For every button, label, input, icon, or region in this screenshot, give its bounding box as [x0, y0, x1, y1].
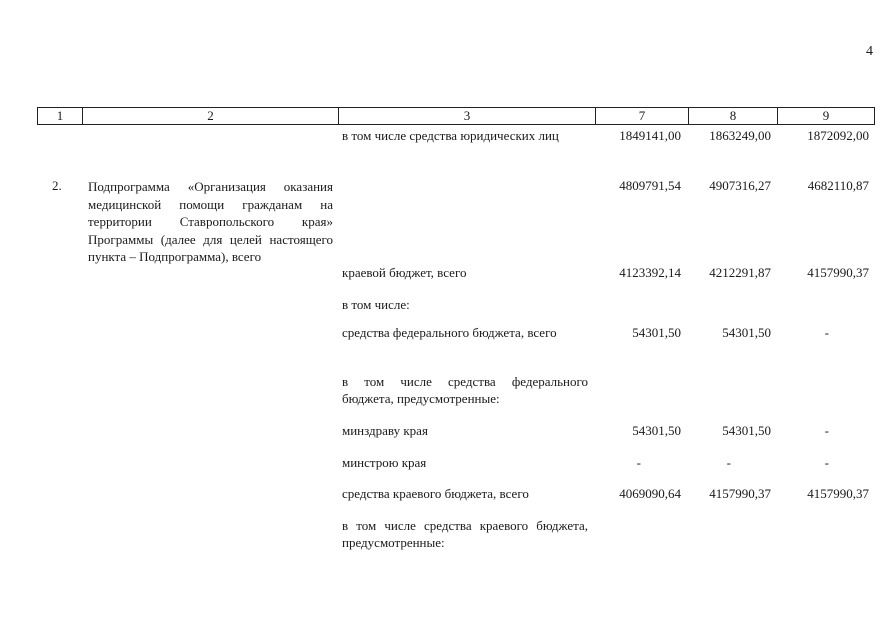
header-col-9: 9 — [822, 108, 830, 123]
regional-funds-col9: 4157990,37 — [807, 486, 869, 501]
header-col-1: 1 — [38, 108, 83, 124]
row-desc-minzdrav: минздраву края — [342, 423, 428, 438]
header-col-7: 7 — [596, 108, 689, 124]
minstroy-col9: - — [824, 455, 829, 470]
row-desc-minstroy: минстрою края — [342, 455, 427, 470]
row-value-col8: 1863249,00 — [709, 128, 771, 143]
subprogram-total-col8: 4907316,27 — [709, 178, 771, 193]
row-desc-regional-budget: краевой бюджет, всего — [342, 265, 467, 280]
regional-budget-col8: 4212291,87 — [709, 265, 771, 280]
subprogram-total-col9: 4682110,87 — [807, 178, 869, 193]
row-index: 2. — [52, 178, 62, 193]
header-col-3: 3 — [339, 108, 596, 124]
header-col-2: 2 — [83, 108, 339, 124]
minstroy-col8: - — [726, 455, 731, 470]
regional-budget-col7: 4123392,14 — [619, 265, 681, 280]
row-desc-federal-budget: средства федерального бюджета, всего — [342, 325, 557, 340]
minzdrav-col9: - — [824, 423, 829, 438]
subprogram-description: Подпрограмма «Организация оказания медицинской помощи гражданам на территории Ставропольского края» Программы (далее для целей настоящего пункта – Подпрограмма), всего — [88, 179, 333, 264]
row-desc-regional-funds: средства краевого бюджета, всего — [342, 486, 529, 501]
federal-budget-col9: - — [824, 325, 829, 340]
federal-budget-col8: 54301,50 — [722, 325, 771, 340]
regional-funds-col7: 4069090,64 — [619, 486, 681, 501]
row-desc-legal-entities: в том числе средства юридических лиц — [342, 128, 559, 143]
row-value-col9: 1872092,00 — [807, 128, 869, 143]
row-desc-federal-provided: в том числе средства федерального бюджета, предусмотренные: — [342, 374, 588, 406]
minzdrav-col8: 54301,50 — [722, 423, 771, 438]
page-number: 4 — [866, 44, 873, 59]
minzdrav-col7: 54301,50 — [632, 423, 681, 438]
regional-budget-col9: 4157990,37 — [807, 265, 869, 280]
table-header — [37, 107, 875, 125]
subprogram-total-col7: 4809791,54 — [619, 178, 681, 193]
regional-funds-col8: 4157990,37 — [709, 486, 771, 501]
federal-budget-col7: 54301,50 — [632, 325, 681, 340]
row-value-col7: 1849141,00 — [619, 128, 681, 143]
header-col-8: 8 — [689, 108, 778, 124]
row-desc-including: в том числе: — [342, 297, 410, 312]
row-desc-regional-provided: в том числе средства краевого бюджета, предусмотренные: — [342, 518, 588, 550]
minstroy-col7: - — [636, 455, 641, 470]
